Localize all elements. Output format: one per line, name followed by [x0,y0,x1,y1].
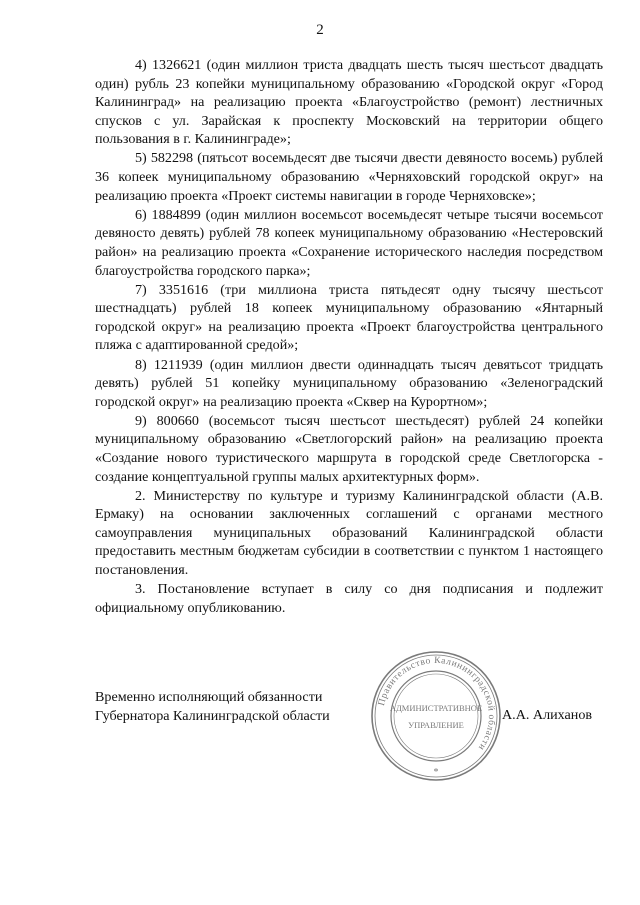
paragraph-item-6: 6) 1884899 (один миллион восемьсот восемьдесят четыре тысячи восемьсот девяносто девять) рублей 78 копеек муниципальному образованию «Нестеровский район» на реализацию проекта «Сохранение исторического наследия посредством благоустройства городского парка»; [95,206,603,279]
official-seal-stamp [368,648,504,784]
document-body [95,56,603,618]
signatory-position-line1: Временно исполняющий обязанности [95,689,323,705]
paragraph-section-3: 3. Постановление вступает в силу со дня подписания и подлежит официальному опубликованию. [95,581,603,616]
paragraph-item-7: 7) 3351616 (три миллиона триста пятьдесят одну тысячу шестьсот шестнадцать) рублей 18 копеек муниципальному образованию «Янтарный городской округ» на реализацию проекта «Проект благоустройства центрального пляжа с адаптированной средой»; [95,281,603,354]
paragraph-section-2: 2. Министерству по культуре и туризму Калининградской области (А.В. Ермаку) на основании заключенных соглашений с органами местного самоуправления муниципальных образований Калининградской области предоставить местным бюджетам субсидии в соответствии с пунктом 1 настоящего постановления. [95,487,603,579]
seal-inner-line1: АДМИНИСТРАТИВНОЕ [389,703,483,713]
signatory-name: А.А. Алиханов [502,707,593,723]
paragraph-item-4: 4) 1326621 (один миллион триста двадцать шесть тысяч шестьсот двадцать один) рубль 23 копейки муниципальному образованию «Городской округ «Город Калининград» на реализацию проекта «Благоустройство (ремонт) лестничных спусков с ул. Зарайская к проспекту Московский на территории общего пользования в г. Калининграде»; [95,57,603,148]
signatory-position-line2: Губернатора Калининградской области [95,707,330,724]
signatory-position [95,688,330,725]
paragraph-item-5: 5) 582298 (пятьсот восемьдесят две тысячи двести девяносто восемь) рублей 36 копеек муниципальному образованию «Черняховский городской округ» на реализацию проекта «Проект системы навигации в городе Черняховске»; [95,150,603,204]
seal-inner-line2: УПРАВЛЕНИЕ [408,720,464,730]
paragraph-item-8: 8) 1211939 (один миллион двести одиннадцать тысяч девятьсот тридцать девять) рублей 51 копейку муниципальному образованию «Зеленоградский городской округ» на реализацию проекта «Сквер на Курортном»; [95,356,603,410]
seal-outer-text: Правительство Калининградской области [377,655,497,753]
page-number: 2 [316,22,324,38]
paragraph-item-9: 9) 800660 (восемьсот тысяч шестьсот шестьдесят) рублей 24 копейки муниципальному образованию «Светлогорский район» на реализацию проекта «Создание нового туристического маршрута в городской среде Светлогорска - создание концептуальной группы малых архитектурных форм». [95,412,603,485]
seal-star-icon: * [433,767,439,778]
